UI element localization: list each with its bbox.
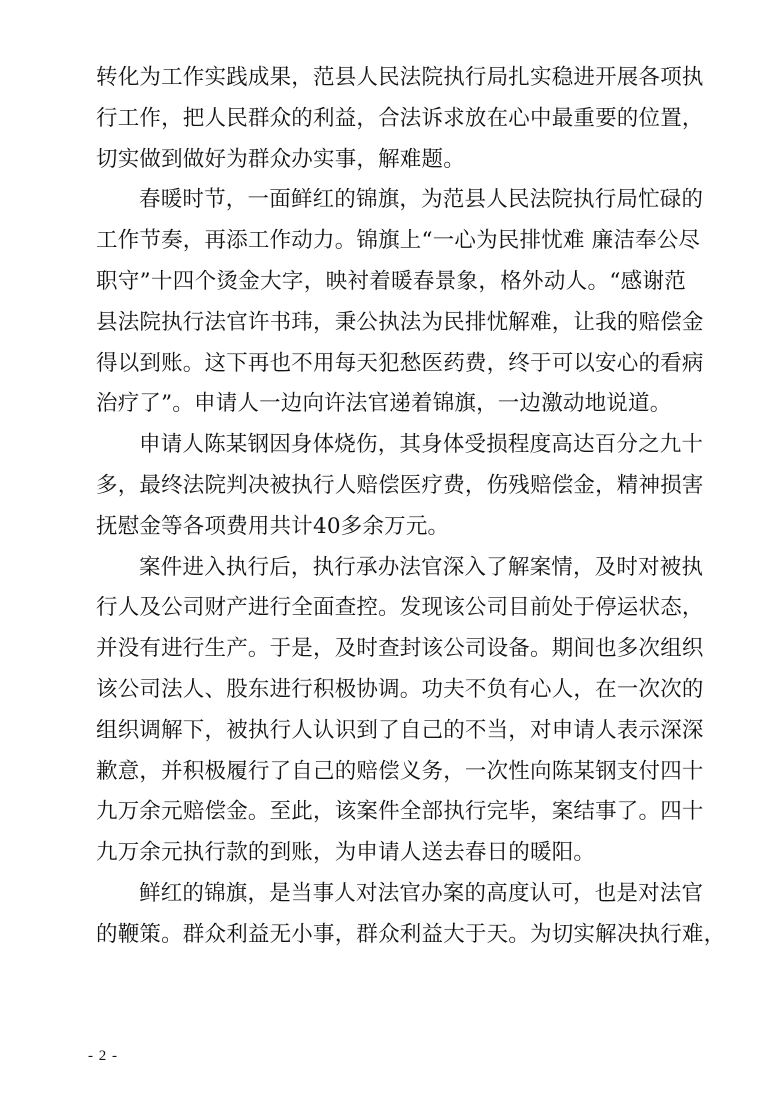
text-line: 歉意，并积极履行了自己的赔偿义务，一次性向陈某钢支付四十 [96, 758, 704, 784]
text-line: 行工作，把人民群众的利益，合法诉求放在心中最重要的位置， [96, 105, 704, 131]
text-line: 转化为工作实践成果，范县人民法院执行局扎实稳进开展各项执 [96, 65, 704, 90]
paragraph [96, 180, 704, 425]
text-line: 组织调解下，被执行人认识到了自己的不当，对申请人表示深深 [96, 717, 704, 743]
page-number: - 2 - [88, 1048, 118, 1064]
text-line: 多，最终法院判决被执行人赔偿医疗费，伤残赔偿金，精神损害 [96, 472, 704, 498]
document-body [96, 58, 726, 956]
text-line: 职守”十四个烫金大字，映衬着暖春景象，格外动人。“感谢范 [96, 268, 686, 294]
text-line: 春暖时节，一面鲜红的锦旗，为范县人民法院执行局忙碌的 [139, 187, 704, 213]
text-line: 的鞭策。群众利益无小事，群众利益大于天。为切实解决执行难， [96, 921, 726, 947]
text-line: 九万余元赔偿金。至此，该案件全部执行完毕，案结事了。四十 [96, 799, 704, 825]
text-line: 申请人陈某钢因身体烧伤，其身体受损程度高达百分之九十 [139, 432, 704, 458]
text-line: 工作节奏，再添工作动力。锦旗上“一心为民排忧难 廉洁奉公尽 [96, 228, 701, 254]
text-line: 抚慰金等各项费用共计40多余万元。 [96, 513, 450, 539]
text-line: 九万余元执行款的到账，为申请人送去春日的暖阳。 [96, 840, 596, 866]
text-line: 切实做到做好为群众办实事，解难题。 [96, 146, 465, 172]
text-line: 该公司法人、股东进行积极协调。功夫不负有心人，在一次次的 [96, 676, 704, 702]
text-line: 治疗了”。申请人一边向许法官递着锦旗，一边激动地说道。 [96, 391, 672, 417]
text-line: 得以到账。这下再也不用每天犯愁医药费，终于可以安心的看病 [96, 350, 704, 376]
text-line: 县法院执行法官许书玮，秉公执法为民排忧解难，让我的赔偿金 [96, 309, 704, 335]
paragraph [96, 58, 704, 180]
text-line: 行人及公司财产进行全面查控。发现该公司目前处于停运状态， [96, 595, 704, 621]
paragraph [96, 548, 704, 874]
paragraph [96, 874, 726, 956]
paragraph [96, 425, 704, 547]
text-line: 案件进入执行后，执行承办法官深入了解案情，及时对被执 [139, 554, 704, 580]
text-line: 鲜红的锦旗，是当事人对法官办案的高度认可，也是对法官 [139, 880, 704, 906]
text-line: 并没有进行生产。于是，及时查封该公司设备。期间也多次组织 [96, 636, 704, 662]
